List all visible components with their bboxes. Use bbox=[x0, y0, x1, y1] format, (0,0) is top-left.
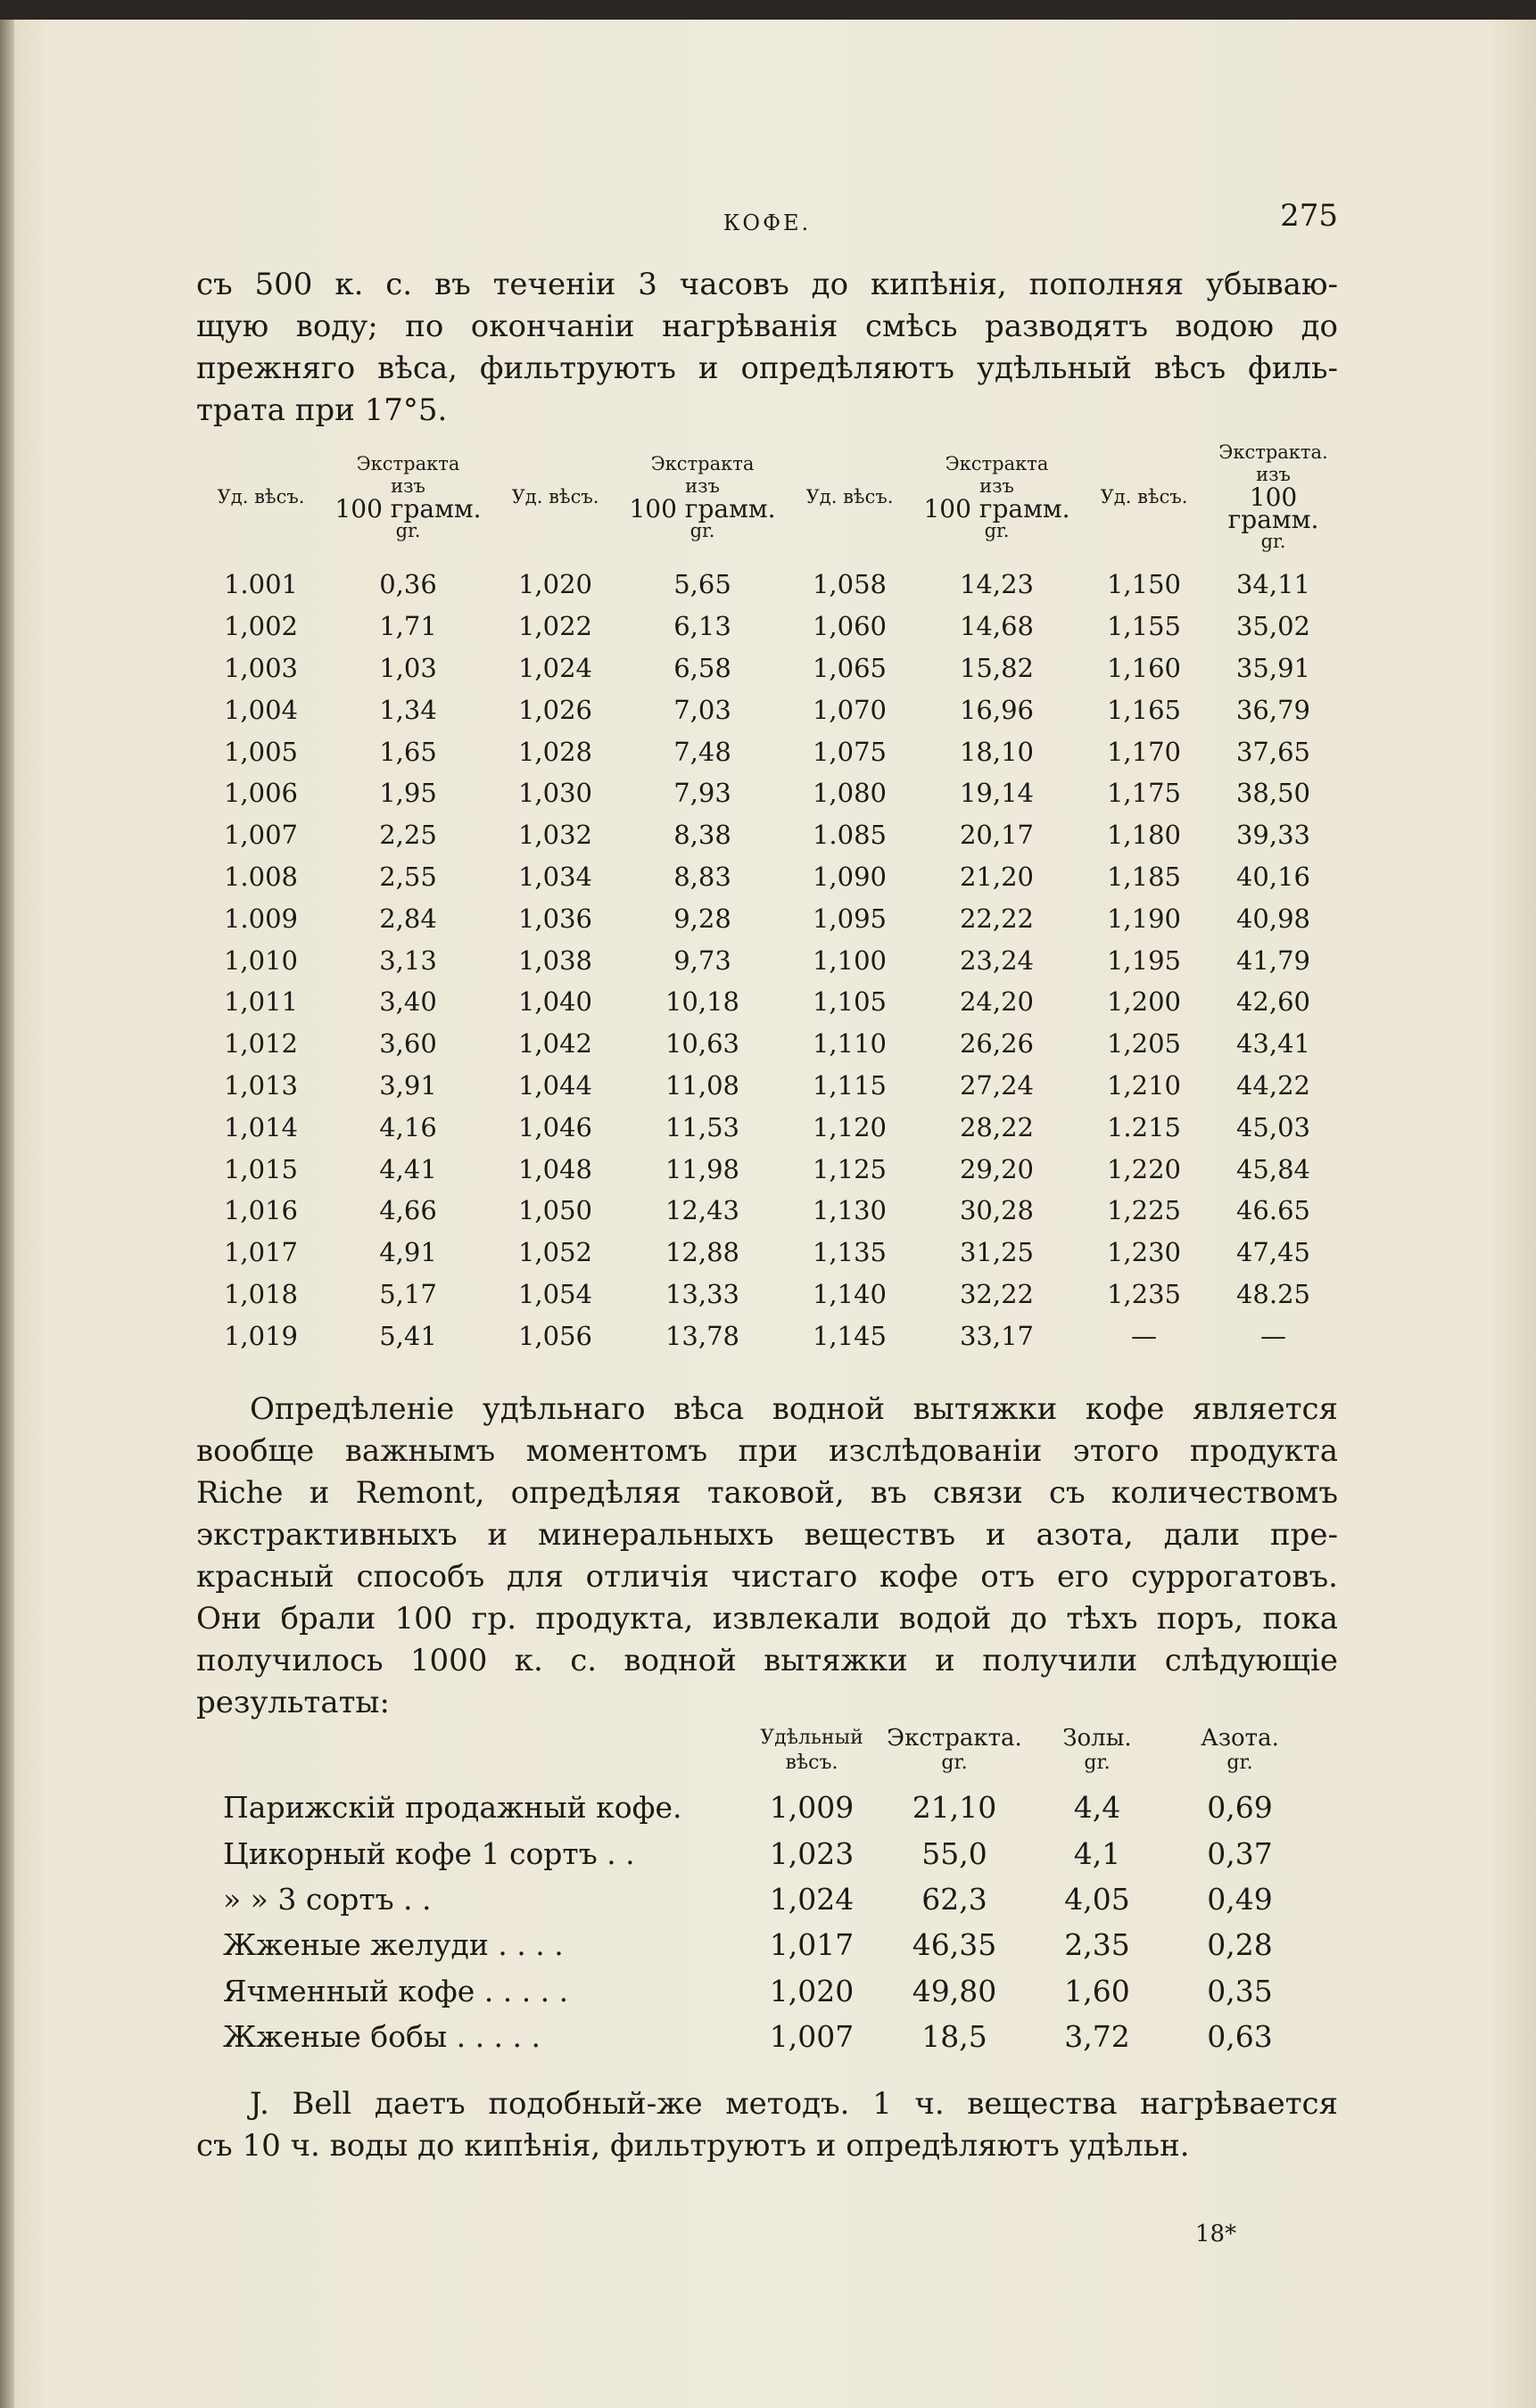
table-cell: 1.085 bbox=[812, 820, 888, 851]
table-cell: 1,010 bbox=[223, 944, 299, 976]
table-row bbox=[196, 647, 1338, 689]
col-header-nitrogen: Азота. gr. bbox=[1201, 1725, 1279, 1774]
table-cell: 18,10 bbox=[959, 736, 1035, 767]
table-cell: 34,11 bbox=[1235, 569, 1311, 600]
table-cell: 1,140 bbox=[812, 1278, 888, 1309]
table-cell: 19,14 bbox=[959, 778, 1035, 809]
table-row bbox=[196, 1274, 1338, 1315]
table-cell: 1,145 bbox=[812, 1320, 888, 1351]
table-cell: 0,28 bbox=[1207, 1927, 1273, 1963]
table-cell: 1,017 bbox=[223, 1237, 299, 1268]
table-cell: 1,038 bbox=[517, 944, 593, 976]
table-cell: 46.65 bbox=[1235, 1195, 1311, 1226]
table-cell: 1,022 bbox=[517, 611, 593, 642]
table-cell: 11,08 bbox=[665, 1069, 740, 1101]
table-cell: 1,054 bbox=[517, 1278, 593, 1309]
table-cell: 1,195 bbox=[1106, 944, 1182, 976]
table-cell: 1,34 bbox=[379, 694, 437, 725]
table-cell: 1,016 bbox=[223, 1195, 299, 1226]
table-cell: 8,38 bbox=[673, 820, 731, 851]
text-line: Они брали 100 гр. продукта, извлекали водой до тѣхъ поръ, пока bbox=[196, 1601, 1338, 1637]
table-cell: 1,065 bbox=[812, 652, 888, 683]
table-cell: 1,017 bbox=[769, 1927, 855, 1963]
table-row bbox=[223, 1785, 1311, 1830]
table-cell: 4,91 bbox=[379, 1237, 437, 1268]
scan-left-edge bbox=[0, 20, 14, 2408]
table-cell: 0,35 bbox=[1207, 1973, 1273, 2008]
table-cell: 1,042 bbox=[517, 1028, 593, 1060]
table-row bbox=[196, 856, 1338, 898]
table-cell: 6,13 bbox=[673, 611, 731, 642]
table-cell: 1,005 bbox=[223, 736, 299, 767]
table-cell: 3,13 bbox=[379, 944, 437, 976]
table-cell: 4,05 bbox=[1064, 1881, 1130, 1917]
table-cell: 2,84 bbox=[379, 903, 437, 934]
table-cell: 62,3 bbox=[921, 1881, 987, 1917]
table-cell: 40,16 bbox=[1235, 861, 1311, 892]
table-cell: 42,60 bbox=[1235, 986, 1311, 1018]
table-cell: 8,83 bbox=[673, 861, 731, 892]
table-cell: 31,25 bbox=[959, 1237, 1035, 1268]
table-cell: 12,43 bbox=[665, 1195, 740, 1226]
table-cell: 9,73 bbox=[673, 944, 731, 976]
table-cell: 30,28 bbox=[959, 1195, 1035, 1226]
table-cell: 1,070 bbox=[812, 694, 888, 725]
table-cell: 1,225 bbox=[1106, 1195, 1182, 1226]
table-cell: 0,49 bbox=[1207, 1881, 1273, 1917]
table-cell: 1,028 bbox=[517, 736, 593, 767]
table-cell: 1,023 bbox=[769, 1835, 855, 1871]
table-cell: 28,22 bbox=[959, 1111, 1035, 1142]
table-cell: — bbox=[1131, 1320, 1157, 1351]
table-cell: 1,060 bbox=[812, 611, 888, 642]
product-name: Цикорный кофе 1 сортъ . . bbox=[223, 1835, 635, 1871]
table-cell: 14,23 bbox=[959, 569, 1035, 600]
table-cell: 1,024 bbox=[769, 1881, 855, 1917]
table-cell: 43,41 bbox=[1235, 1028, 1311, 1060]
table-body bbox=[196, 564, 1338, 1357]
table-cell: 39,33 bbox=[1235, 820, 1311, 851]
table-cell: 41,79 bbox=[1235, 944, 1311, 976]
table-cell: 15,82 bbox=[959, 652, 1035, 683]
text-line: экстрактивныхъ и минеральныхъ веществъ и азота, дали пре- bbox=[196, 1517, 1338, 1553]
table-cell: 1,030 bbox=[517, 778, 593, 809]
table-cell: 1,230 bbox=[1106, 1237, 1182, 1268]
table-row bbox=[196, 1148, 1338, 1190]
table-cell: 21,20 bbox=[959, 861, 1035, 892]
table-cell: 35,91 bbox=[1235, 652, 1311, 683]
table-cell: 7,03 bbox=[673, 694, 731, 725]
table-cell: 1,011 bbox=[223, 986, 299, 1018]
col-header-extract: Экстракта изъ 100 грамм. gr. bbox=[923, 452, 1070, 541]
table-cell: 1,009 bbox=[769, 1790, 855, 1826]
table-cell: 0,63 bbox=[1207, 2019, 1273, 2055]
table-cell: 45,03 bbox=[1235, 1111, 1311, 1142]
table-cell: 7,48 bbox=[673, 736, 731, 767]
table-cell: 1,71 bbox=[379, 611, 437, 642]
table-cell: 1,003 bbox=[223, 652, 299, 683]
text-line: съ 500 к. с. въ теченіи 3 часовъ до кипѣнія, пополняя убываю- bbox=[196, 267, 1338, 302]
table-cell: 1,60 bbox=[1064, 1973, 1130, 2008]
table-cell: 29,20 bbox=[959, 1153, 1035, 1184]
table-cell: 1,135 bbox=[812, 1237, 888, 1268]
table-cell: 1,048 bbox=[517, 1153, 593, 1184]
table-cell: 48.25 bbox=[1235, 1278, 1311, 1309]
table-cell: 2,25 bbox=[379, 820, 437, 851]
table-cell: 5,65 bbox=[673, 569, 731, 600]
table-cell: 32,22 bbox=[959, 1278, 1035, 1309]
table-cell: 20,17 bbox=[959, 820, 1035, 851]
text-line: прежняго вѣса, фильтруютъ и опредѣляютъ удѣльный вѣсъ филь- bbox=[196, 350, 1338, 386]
table-cell: 0,37 bbox=[1207, 1835, 1273, 1871]
table-cell: 1,220 bbox=[1106, 1153, 1182, 1184]
table-row bbox=[223, 1876, 1311, 1922]
col-header-extract: Экстракта изъ 100 грамм. gr. bbox=[629, 452, 776, 541]
table-row bbox=[196, 564, 1338, 606]
table-cell: 1.001 bbox=[223, 569, 299, 600]
table-header-row bbox=[196, 441, 1338, 564]
page-number: 275 bbox=[1280, 198, 1338, 234]
table-cell: 5,41 bbox=[379, 1320, 437, 1351]
table-cell: 1,024 bbox=[517, 652, 593, 683]
table-cell: 44,22 bbox=[1235, 1069, 1311, 1101]
table-cell: 49,80 bbox=[912, 1973, 997, 2008]
table-cell: 1,235 bbox=[1106, 1278, 1182, 1309]
col-header-sg: Удѣльный вѣсъ. bbox=[760, 1727, 863, 1774]
table-cell: 13,78 bbox=[665, 1320, 740, 1351]
paragraph-2 bbox=[196, 1389, 1338, 1724]
table-cell: 1,052 bbox=[517, 1237, 593, 1268]
table-cell: 1.215 bbox=[1106, 1111, 1182, 1142]
table-cell: 10,63 bbox=[665, 1028, 740, 1060]
text-line: красный способъ для отличія чистаго кофе отъ его суррогатовъ. bbox=[196, 1559, 1338, 1595]
table-cell: 1,090 bbox=[812, 861, 888, 892]
table-cell: 1,020 bbox=[517, 569, 593, 600]
table-cell: 1,125 bbox=[812, 1153, 888, 1184]
product-name: Парижскій продажный кофе. bbox=[223, 1790, 682, 1826]
table-cell: 4,66 bbox=[379, 1195, 437, 1226]
table-cell: 1,180 bbox=[1106, 820, 1182, 851]
table-body bbox=[223, 1785, 1311, 2059]
specific-gravity-table bbox=[196, 441, 1338, 1357]
table-cell: 1,185 bbox=[1106, 861, 1182, 892]
table-cell: 22,22 bbox=[959, 903, 1035, 934]
table-row bbox=[196, 1106, 1338, 1148]
table-cell: 1.008 bbox=[223, 861, 299, 892]
table-cell: 1,115 bbox=[812, 1069, 888, 1101]
table-cell: 1,205 bbox=[1106, 1028, 1182, 1060]
table-cell: 1,034 bbox=[517, 861, 593, 892]
table-cell: 1,155 bbox=[1106, 611, 1182, 642]
table-cell: 35,02 bbox=[1235, 611, 1311, 642]
col-header-sg: Уд. вѣсъ. bbox=[217, 486, 305, 507]
paragraph-3 bbox=[196, 2083, 1338, 2167]
table-cell: 1,014 bbox=[223, 1111, 299, 1142]
table-cell: 1,012 bbox=[223, 1028, 299, 1060]
table-row bbox=[196, 772, 1338, 814]
table-cell: 45,84 bbox=[1235, 1153, 1311, 1184]
table-cell: 3,40 bbox=[379, 986, 437, 1018]
table-cell: 2,55 bbox=[379, 861, 437, 892]
table-row bbox=[196, 606, 1338, 647]
table-cell: 1,006 bbox=[223, 778, 299, 809]
table-row bbox=[223, 1968, 1311, 2014]
table-row bbox=[196, 1065, 1338, 1107]
table-cell: 3,91 bbox=[379, 1069, 437, 1101]
col-header-extract: Экстракта изъ 100 грамм. gr. bbox=[334, 452, 482, 541]
table-cell: 1,165 bbox=[1106, 694, 1182, 725]
table-cell: 24,20 bbox=[959, 986, 1035, 1018]
table-cell: 1,150 bbox=[1106, 569, 1182, 600]
table-row bbox=[196, 939, 1338, 981]
text-line: щую воду; по окончаніи нагрѣванія смѣсь разводятъ водою до bbox=[196, 309, 1338, 344]
table-cell: 4,1 bbox=[1073, 1835, 1121, 1871]
product-name: » » 3 сортъ . . bbox=[223, 1881, 432, 1917]
text-line: Riche и Remont, опредѣляя таковой, въ связи съ количествомъ bbox=[196, 1475, 1338, 1511]
table-cell: 1,050 bbox=[517, 1195, 593, 1226]
table-cell: 18,5 bbox=[921, 2019, 987, 2055]
table-row bbox=[196, 981, 1338, 1023]
table-cell: 13,33 bbox=[665, 1278, 740, 1309]
table-cell: 5,17 bbox=[379, 1278, 437, 1309]
text-line: результаты: bbox=[196, 1685, 390, 1720]
table-cell: 1,080 bbox=[812, 778, 888, 809]
table-cell: 1,015 bbox=[223, 1153, 299, 1184]
table-cell: 12,88 bbox=[665, 1237, 740, 1268]
table-cell: 1,019 bbox=[223, 1320, 299, 1351]
table-row bbox=[196, 897, 1338, 939]
col-header-sg: Уд. вѣсъ. bbox=[511, 486, 599, 507]
table-cell: 1,200 bbox=[1106, 986, 1182, 1018]
table-row bbox=[196, 689, 1338, 730]
table-cell: 10,18 bbox=[665, 986, 740, 1018]
table-cell: 11,53 bbox=[665, 1111, 740, 1142]
text-line: вообще важнымъ моментомъ при изслѣдованіи этого продукта bbox=[196, 1433, 1338, 1469]
col-header-ash: Золы. gr. bbox=[1062, 1725, 1132, 1774]
table-row bbox=[196, 1315, 1338, 1357]
table-row bbox=[196, 1190, 1338, 1232]
table-row bbox=[196, 730, 1338, 772]
table-cell: 7,93 bbox=[673, 778, 731, 809]
table-cell: 9,28 bbox=[673, 903, 731, 934]
table-cell: 1,013 bbox=[223, 1069, 299, 1101]
col-header-sg: Уд. вѣсъ. bbox=[805, 486, 894, 507]
table-cell: 36,79 bbox=[1235, 694, 1311, 725]
table-cell: 1,105 bbox=[812, 986, 888, 1018]
table-cell: 1,056 bbox=[517, 1320, 593, 1351]
table-cell: 27,24 bbox=[959, 1069, 1035, 1101]
table-cell: 1,036 bbox=[517, 903, 593, 934]
table-cell: 26,26 bbox=[959, 1028, 1035, 1060]
table-cell: 4,4 bbox=[1073, 1790, 1121, 1826]
text-line: съ 10 ч. воды до кипѣнія, фильтруютъ и опредѣляютъ удѣльн. bbox=[196, 2128, 1190, 2164]
table-cell: 1,002 bbox=[223, 611, 299, 642]
table-cell: 1,095 bbox=[812, 903, 888, 934]
col-header-product bbox=[223, 1726, 740, 1785]
table-cell: 0,36 bbox=[379, 569, 437, 600]
table-cell: 1,007 bbox=[223, 820, 299, 851]
table-cell: 1,170 bbox=[1106, 736, 1182, 767]
table-cell: 1,210 bbox=[1106, 1069, 1182, 1101]
table-cell: 1,110 bbox=[812, 1028, 888, 1060]
running-title: КОФЕ. bbox=[723, 210, 812, 235]
table-cell: 40,98 bbox=[1235, 903, 1311, 934]
table-cell: 4,16 bbox=[379, 1111, 437, 1142]
table-cell: 6,58 bbox=[673, 652, 731, 683]
table-cell: 1,007 bbox=[769, 2019, 855, 2055]
table-cell: 1,004 bbox=[223, 694, 299, 725]
table-row bbox=[223, 1922, 1311, 1967]
table-row bbox=[223, 2014, 1311, 2059]
table-row bbox=[196, 1023, 1338, 1065]
table-cell: 1,044 bbox=[517, 1069, 593, 1101]
table-cell: 1,040 bbox=[517, 986, 593, 1018]
table-cell: 11,98 bbox=[665, 1153, 740, 1184]
table-row bbox=[196, 814, 1338, 856]
table-cell: 47,45 bbox=[1235, 1237, 1311, 1268]
text-line: получилось 1000 к. с. водной вытяжки и получили слѣдующіе bbox=[196, 1643, 1338, 1678]
table-cell: 1,075 bbox=[812, 736, 888, 767]
product-name: Жженые желуди . . . . bbox=[223, 1927, 564, 1963]
scan-top-edge bbox=[0, 0, 1536, 20]
table-cell: 1,190 bbox=[1106, 903, 1182, 934]
table-cell: 46,35 bbox=[912, 1927, 997, 1963]
col-header-extract: Экстракта. изъ 100 грамм. gr. bbox=[1218, 441, 1328, 552]
table-cell: 1,032 bbox=[517, 820, 593, 851]
table-cell: 2,35 bbox=[1064, 1927, 1130, 1963]
product-name: Ячменный кофе . . . . . bbox=[223, 1973, 569, 2008]
table-cell: 1,100 bbox=[812, 944, 888, 976]
paragraph-1 bbox=[196, 264, 1338, 432]
text-line: J. Bell даетъ подобный-же методъ. 1 ч. вещества нагрѣвается bbox=[250, 2086, 1338, 2122]
table-cell: 0,69 bbox=[1207, 1790, 1273, 1826]
signature-mark: 18* bbox=[1195, 2221, 1237, 2247]
page-header bbox=[196, 198, 1338, 243]
col-header-extract: Экстракта. gr. bbox=[887, 1725, 1022, 1774]
table-cell: 1,018 bbox=[223, 1278, 299, 1309]
table-cell: 33,17 bbox=[959, 1320, 1035, 1351]
table-row bbox=[196, 1232, 1338, 1274]
product-name: Жженые бобы . . . . . bbox=[223, 2019, 541, 2055]
table-cell: 1,95 bbox=[379, 778, 437, 809]
table-row bbox=[223, 1830, 1311, 1876]
table-cell: 3,60 bbox=[379, 1028, 437, 1060]
table-cell: 1,026 bbox=[517, 694, 593, 725]
table-cell: 23,24 bbox=[959, 944, 1035, 976]
table-cell: 1,058 bbox=[812, 569, 888, 600]
table-cell: 1,020 bbox=[769, 1973, 855, 2008]
table-cell: 38,50 bbox=[1235, 778, 1311, 809]
table-cell: 1,65 bbox=[379, 736, 437, 767]
table-cell: 1.009 bbox=[223, 903, 299, 934]
table-cell: 1,03 bbox=[379, 652, 437, 683]
col-header-sg: Уд. вѣсъ. bbox=[1100, 486, 1188, 507]
table-header-row bbox=[223, 1726, 1311, 1785]
results-table bbox=[223, 1726, 1311, 2059]
table-cell: 4,41 bbox=[379, 1153, 437, 1184]
table-cell: 37,65 bbox=[1235, 736, 1311, 767]
table-cell: — bbox=[1260, 1320, 1286, 1351]
table-cell: 3,72 bbox=[1064, 2019, 1130, 2055]
table-cell: 55,0 bbox=[921, 1835, 987, 1871]
text-line: Опредѣленіе удѣльнаго вѣса водной вытяжки кофе является bbox=[250, 1391, 1338, 1427]
table-cell: 1,175 bbox=[1106, 778, 1182, 809]
table-cell: 21,10 bbox=[912, 1790, 997, 1826]
table-cell: 1,046 bbox=[517, 1111, 593, 1142]
table-cell: 1,120 bbox=[812, 1111, 888, 1142]
table-cell: 16,96 bbox=[959, 694, 1035, 725]
table-cell: 1,160 bbox=[1106, 652, 1182, 683]
table-cell: 1,130 bbox=[812, 1195, 888, 1226]
table-cell: 14,68 bbox=[959, 611, 1035, 642]
text-line: трата при 17°5. bbox=[196, 392, 448, 428]
